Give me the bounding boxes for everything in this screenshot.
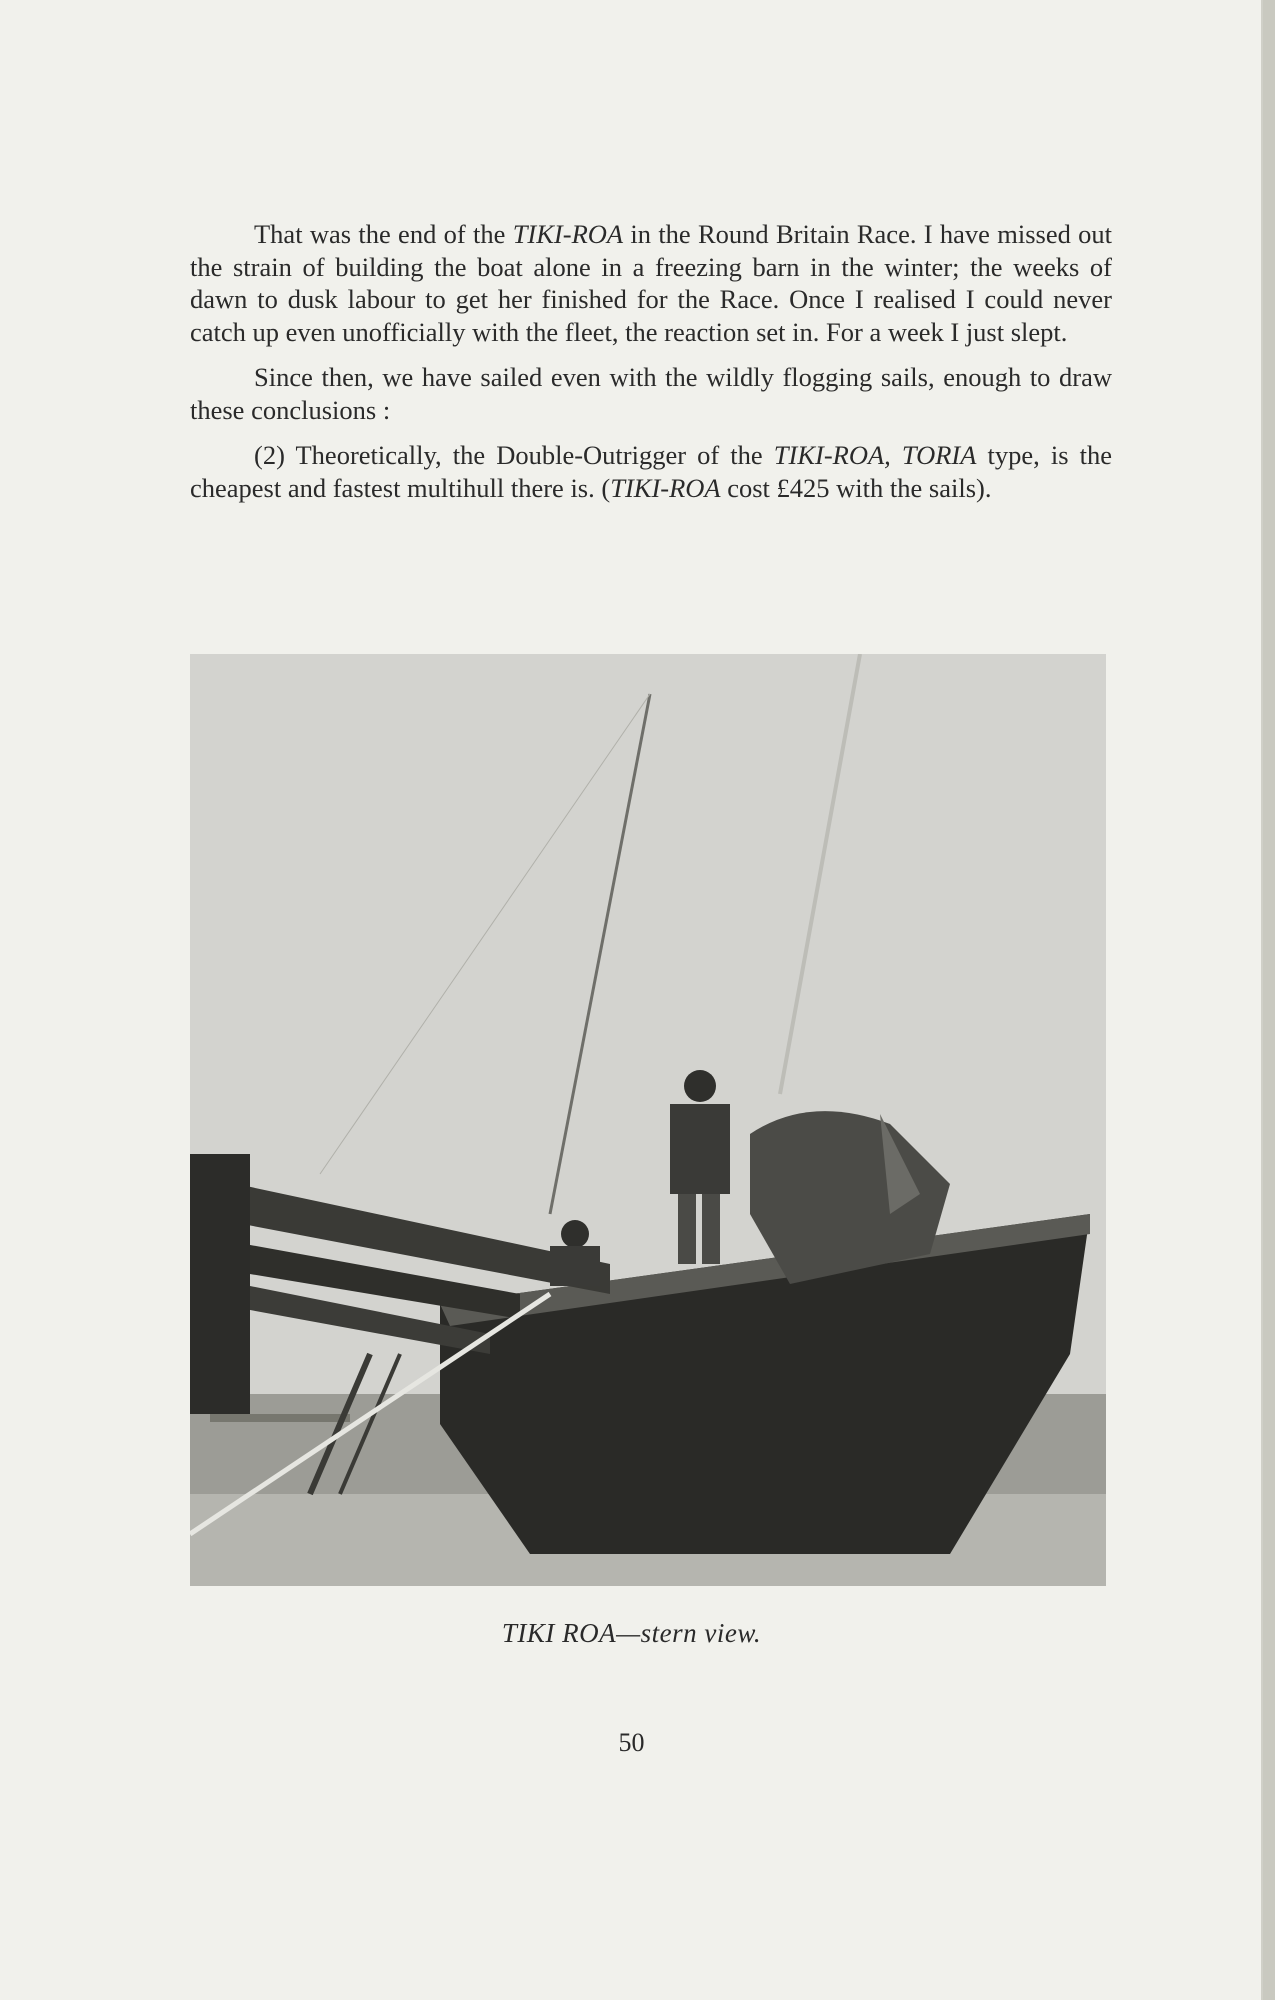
page-number: 50 [618,1728,645,1757]
boat-photograph [190,654,1106,1586]
text-run: in the Round Britain Race. I have missed out the strain of building the boat alone in a freezing barn in the winter; the weeks of dawn to dusk labour to get her finished for the Race. Once I realised I could never catch up even unofficially with the fleet, the reaction set in. For a week I just slept. [190,219,1112,347]
text-run: cost £425 with the sails). [720,472,992,503]
text-run: type, is the cheapest and fastest multihull there is. ( [190,440,1112,503]
page-edge [1263,0,1275,2000]
photo-illustration [190,654,1106,1586]
paragraph-3 [190,439,1112,504]
paragraph-2 [190,361,1112,426]
text-run: (2) Theoretically, the Double-Outrigger of the [254,440,774,470]
text-run: That was the end of the [254,219,513,249]
paragraph-1 [190,218,1112,348]
boat-name: TIKI-ROA [512,219,624,249]
boat-name: TIKI-ROA [610,472,721,503]
text-run: Since then, we have sailed even with the wildly flogging sails, enough to draw these conclusions : [190,362,1112,425]
photo-caption: TIKI ROA—stern view. [501,1618,762,1648]
body-text [190,218,1112,517]
boat-name: TIKI-ROA, TORIA [773,440,977,470]
